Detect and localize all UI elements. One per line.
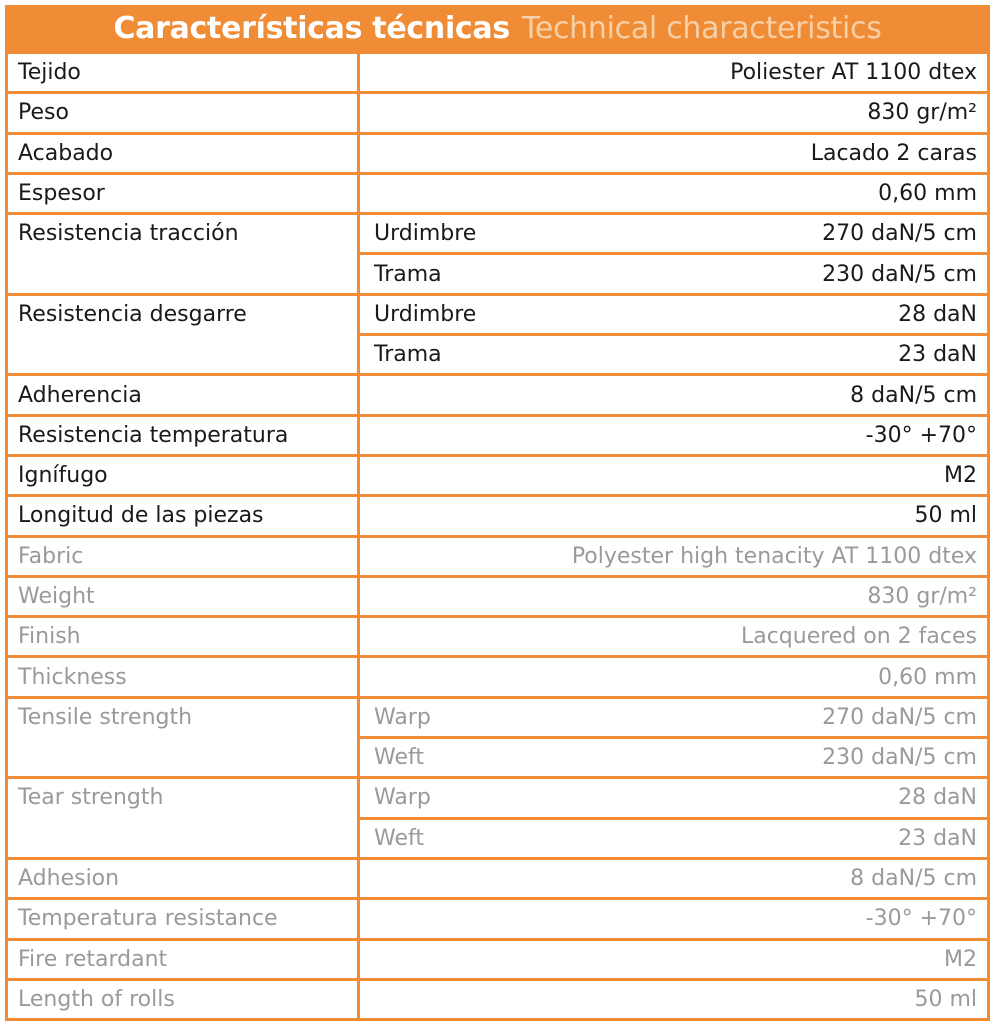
row-value: Lacquered on 2 faces — [500, 617, 989, 657]
spec-row-tensile-es — [7, 214, 989, 254]
spec-table — [5, 51, 990, 1021]
row-sublabel: Urdimbre — [359, 294, 501, 334]
technical-sheet — [5, 5, 990, 1017]
row-value: 230 daN/5 cm — [500, 254, 989, 294]
spec-row-thickness-en — [7, 657, 989, 697]
title-english: Technical characteristics — [521, 10, 882, 46]
spec-row-fabric-es — [7, 53, 989, 93]
spec-row-adhesion-en — [7, 858, 989, 898]
row-label: Acabado — [7, 133, 359, 173]
row-label: Fabric — [7, 536, 359, 576]
spec-row-tensile-en — [7, 697, 989, 737]
row-label: Temperatura resistance — [7, 899, 359, 939]
spec-row-weight-es — [7, 93, 989, 133]
row-value: Lacado 2 caras — [500, 133, 989, 173]
row-value: 0,60 mm — [500, 173, 989, 213]
row-value: 28 daN — [500, 294, 989, 334]
row-value: 28 daN — [500, 778, 989, 818]
spec-row-weight-en — [7, 576, 989, 616]
row-label: Espesor — [7, 173, 359, 213]
row-value: 270 daN/5 cm — [500, 697, 989, 737]
row-value: 50 ml — [500, 496, 989, 536]
row-sublabel: Trama — [359, 335, 501, 375]
spec-row-adhesion-es — [7, 375, 989, 415]
row-value: 23 daN — [500, 335, 989, 375]
row-sublabel: Warp — [359, 778, 501, 818]
row-value: -30° +70° — [500, 899, 989, 939]
row-label: Resistencia tracción — [7, 214, 359, 295]
spec-row-length-en — [7, 979, 989, 1019]
row-value: Polyester high tenacity AT 1100 dtex — [500, 536, 989, 576]
row-sublabel: Warp — [359, 697, 501, 737]
row-label: Tensile strength — [7, 697, 359, 778]
row-value: M2 — [500, 939, 989, 979]
row-value: 270 daN/5 cm — [500, 214, 989, 254]
row-label: Ignífugo — [7, 455, 359, 495]
row-value: M2 — [500, 455, 989, 495]
row-value: 8 daN/5 cm — [500, 858, 989, 898]
spec-row-finish-es — [7, 133, 989, 173]
row-sublabel: Weft — [359, 738, 501, 778]
row-value: 830 gr/m² — [500, 93, 989, 133]
row-value: 0,60 mm — [500, 657, 989, 697]
spec-row-finish-en — [7, 617, 989, 657]
spec-row-fire-es — [7, 455, 989, 495]
row-value: 50 ml — [500, 979, 989, 1019]
spec-row-temperature-en — [7, 899, 989, 939]
spec-row-tear-es — [7, 294, 989, 334]
row-value: 830 gr/m² — [500, 576, 989, 616]
row-value: Poliester AT 1100 dtex — [500, 53, 989, 93]
row-label: Peso — [7, 93, 359, 133]
row-label: Longitud de las piezas — [7, 496, 359, 536]
spec-row-length-es — [7, 496, 989, 536]
row-label: Fire retardant — [7, 939, 359, 979]
row-value: -30° +70° — [500, 415, 989, 455]
spec-row-tear-en — [7, 778, 989, 818]
row-sublabel: Weft — [359, 818, 501, 858]
row-label: Adhesion — [7, 858, 359, 898]
spec-row-thickness-es — [7, 173, 989, 213]
row-label: Resistencia desgarre — [7, 294, 359, 375]
row-label: Adherencia — [7, 375, 359, 415]
row-value: 23 daN — [500, 818, 989, 858]
row-sublabel: Urdimbre — [359, 214, 501, 254]
row-value: 8 daN/5 cm — [500, 375, 989, 415]
row-value: 230 daN/5 cm — [500, 738, 989, 778]
row-label: Length of rolls — [7, 979, 359, 1019]
spec-row-fabric-en — [7, 536, 989, 576]
row-sublabel: Trama — [359, 254, 501, 294]
row-label: Resistencia temperatura — [7, 415, 359, 455]
title-spanish: Características técnicas — [113, 10, 510, 46]
spec-row-fire-en — [7, 939, 989, 979]
row-label: Finish — [7, 617, 359, 657]
row-label: Tear strength — [7, 778, 359, 859]
row-label: Weight — [7, 576, 359, 616]
title-bar — [5, 5, 990, 51]
spec-row-temperature-es — [7, 415, 989, 455]
row-label: Tejido — [7, 53, 359, 93]
row-label: Thickness — [7, 657, 359, 697]
